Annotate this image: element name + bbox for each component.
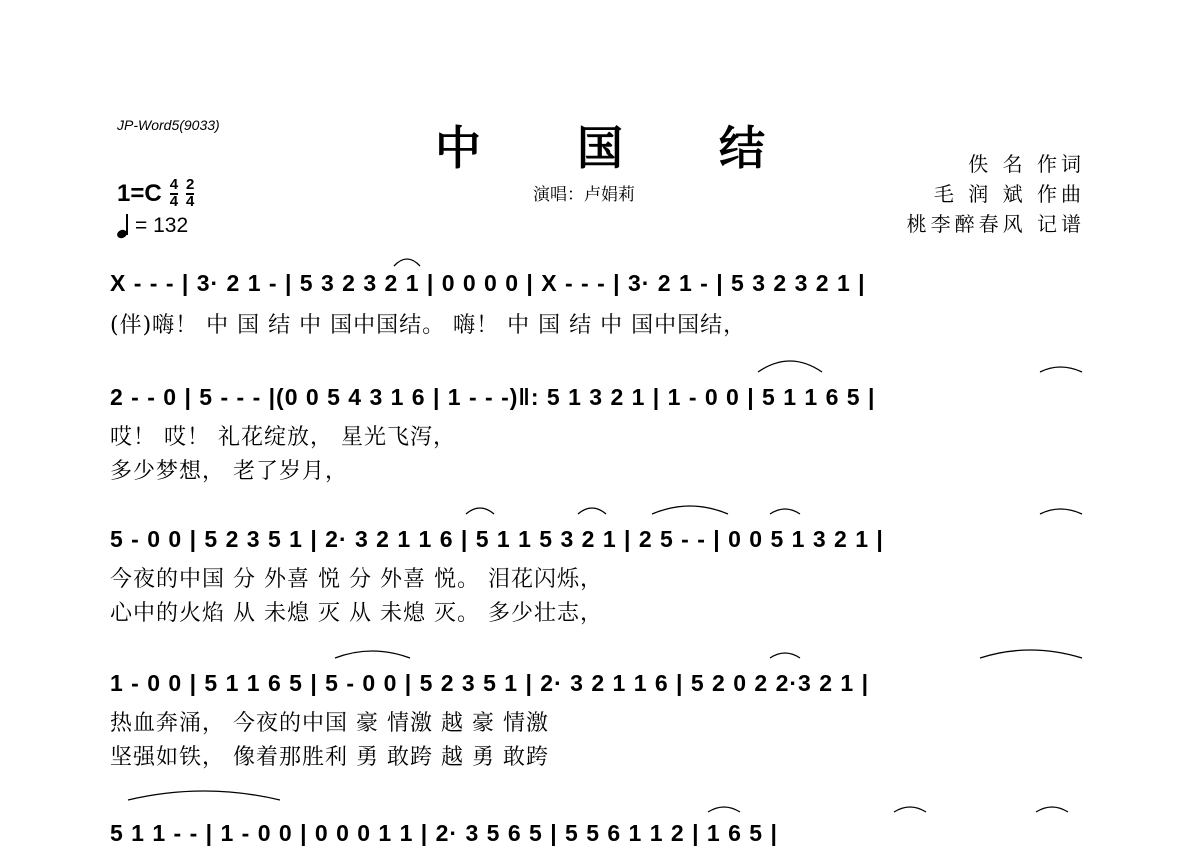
time-signature-4-4: $\frac{4}{4}$ [169, 176, 179, 210]
system-4-notes: 1 - 0 0 | 5 1 1 6 5 | 5 - 0 0 | 5 2 3 5 1 | 2· 3 2 1 1 6 | 5 2 0 2 2·3 2 1 | [110, 670, 870, 696]
slur-mark [708, 807, 740, 812]
slur-mark [128, 791, 280, 800]
slur-mark [980, 650, 1082, 658]
slur-mark [770, 509, 800, 514]
system-2-lyrics-2: 多少梦想， 老了岁月， [110, 459, 348, 484]
slur-mark [1040, 509, 1082, 514]
slur-mark [894, 807, 926, 812]
slur-mark [394, 259, 420, 266]
composer-credit: 毛 润 斌 作曲 [933, 182, 1085, 206]
system-2-notes: 2 - - 0 | 5 - - - |(0 0 5 4 3 1 6 | 1 - - -)‖: 5 1 3 2 1 | 1 - 0 0 | 5 1 1 6 5 | [110, 384, 876, 410]
system-3-lyrics-1: 今夜的中国 分 外喜 悦 分 外喜 悦。 泪花闪烁， [110, 567, 603, 592]
system-1-lyrics-1: (伴)嗨！ 中 国 结 中 国中国结。 嗨！ 中 国 结 中 国中国结， [110, 313, 747, 338]
slur-mark [1036, 807, 1068, 812]
system-2-lyrics-1: 哎！ 哎！ 礼花绽放， 星光飞泻， [110, 425, 456, 450]
slur-mark [466, 508, 494, 514]
singer-credit: 演唱：卢娟莉 [533, 185, 635, 205]
time-signature-2-4: $\frac{2}{4}$ [186, 176, 195, 210]
song-title: 中 国 结 [434, 121, 806, 175]
slur-mark [578, 508, 606, 514]
system-4-lyrics-1: 热血奔涌， 今夜的中国 豪 情激 越 豪 情激 [110, 711, 549, 736]
tempo-value: = 132 [135, 214, 189, 237]
software-label: JP-Word5(9033) [117, 117, 220, 133]
system-3-notes: 5 - 0 0 | 5 2 3 5 1 | 2· 3 2 1 1 6 | 5 1 1 5 3 2 1 | 2 5 - - | 0 0 5 1 3 2 1 | [110, 526, 884, 552]
slur-mark [1040, 367, 1082, 372]
system-5-notes: 5 1 1 - - | 1 - 0 0 | 0 0 0 1 1 | 2· 3 5 6 5 | 5 5 6 1 1 2 | 1 6 5 | [110, 820, 778, 846]
transcriber-credit: 桃李醉春风 记谱 [906, 212, 1085, 236]
slur-mark [652, 506, 728, 514]
system-1-notes: X - - - | 3· 2 1 - | 5 3 2 3 2 1 | 0 0 0 0 | X - - - | 3· 2 1 - | 5 3 2 3 2 1 | [110, 270, 866, 296]
lyricist-credit: 佚 名 作词 [968, 152, 1085, 176]
slur-mark [758, 361, 822, 372]
system-3-lyrics-2: 心中的火焰 从 未熄 灭 从 未熄 灭。 多少壮志， [110, 601, 603, 626]
slur-mark [770, 653, 800, 658]
key-label: 1=C [117, 179, 162, 207]
slur-mark [335, 651, 410, 658]
system-4-lyrics-2: 坚强如铁， 像着那胜利 勇 敢跨 越 勇 敢跨 [110, 745, 549, 770]
